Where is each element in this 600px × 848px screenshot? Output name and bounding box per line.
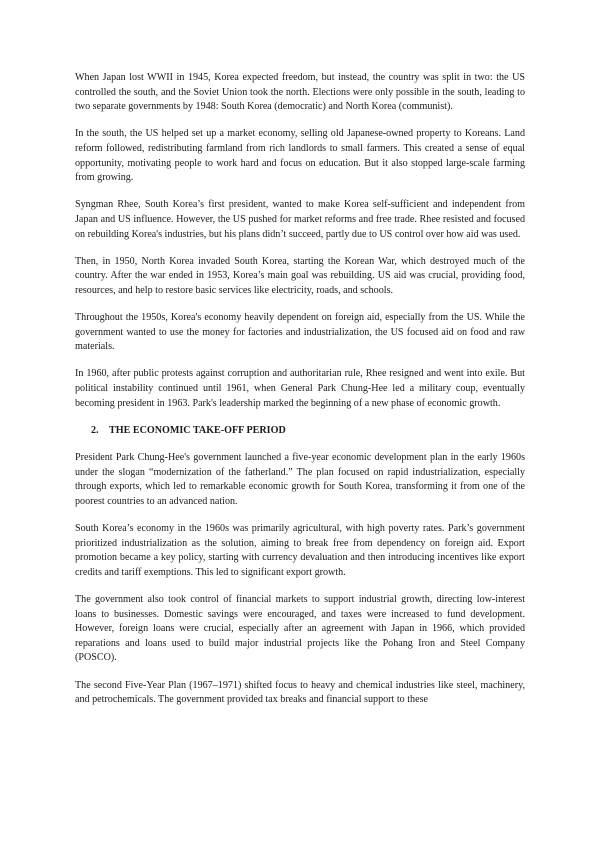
document-body [75, 71, 525, 720]
paragraph-financial-markets: The government also took control of financial markets to support industrial growth, directing low-interest loans to businesses. Domestic savings were encouraged, and taxes were increased to fund development. However, foreign loans were crucial, especially after an agreement with Japan in 1966, which provided reparations and loans used to build major industrial projects like the Pohang Iron and Steel Company (POSCO). [75, 593, 525, 664]
paragraph-1960s-economy: South Korea’s economy in the 1960s was primarily agricultural, with high poverty rates. Park’s government prioritized industrialization as the solution, aiming to break free from dependency on foreign aid. Export promotion became a key policy, starting with currency devaluation and then introducing incentives like export credits and tariff exemptions. This led to significant export growth. [75, 523, 525, 578]
section-heading [91, 424, 525, 439]
paragraph-foreign-aid: Throughout the 1950s, Korea's economy heavily dependent on foreign aid, especially from the US. While the government wanted to use the money for factories and industrialization, the US focused aid on food and raw materials. [75, 312, 525, 353]
paragraph-korean-war: Then, in 1950, North Korea invaded South Korea, starting the Korean War, which destroyed much of the country. After the war ended in 1953, Korea’s main goal was rebuilding. US aid was crucial, providing food, resources, and help to restore basic services like electricity, roads, and schools. [75, 255, 525, 296]
paragraph-japan-division: When Japan lost WWII in 1945, Korea expected freedom, but instead, the country was split in two: the US controlled the south, and the Soviet Union took the north. Elections were only possible in the south, leading to two separate governments by 1948: South Korea (democratic) and North Korea (communist). [75, 72, 525, 113]
paragraph-park-coup: In 1960, after public protests against corruption and authoritarian rule, Rhee resigned and went into exile. But political instability continued until 1961, when General Park Chung-Hee led a military coup, eventually becoming president in 1963. Park's leadership marked the beginning of a new phase of economic growth. [75, 368, 525, 409]
paragraph-five-year-plan: President Park Chung-Hee's government launched a five-year economic development plan in the early 1960s under the slogan “modernization of the fatherland.” The plan focused on rapid industrialization, especially through exports, which led to remarkable economic growth for South Korea, transforming it from one of the poorest countries to an advanced nation. [75, 452, 525, 507]
section-number: 2. [91, 424, 99, 436]
section-title: THE ECONOMIC TAKE-OFF PERIOD [109, 424, 286, 436]
paragraph-second-plan: The second Five-Year Plan (1967–1971) shifted focus to heavy and chemical industries like steel, machinery, and petrochemicals. The government provided tax breaks and financial support to these [75, 679, 525, 706]
paragraph-land-reform: In the south, the US helped set up a market economy, selling old Japanese-owned property to Koreans. Land reform followed, redistributing farmland from rich landlords to small farmers. This created a sense of equal opportunity, motivating people to work hard and focus on education. But it also stopped large-scale farming from growing. [75, 128, 525, 184]
paragraph-syngman-rhee: Syngman Rhee, South Korea’s first president, wanted to make Korea self-sufficient and independent from Japan and US influence. However, the US pushed for market reforms and free trade. Rhee resisted and focused on rebuilding Korea's industries, but his plans didn’t succeed, partly due to US control over how aid was used. [75, 199, 525, 240]
